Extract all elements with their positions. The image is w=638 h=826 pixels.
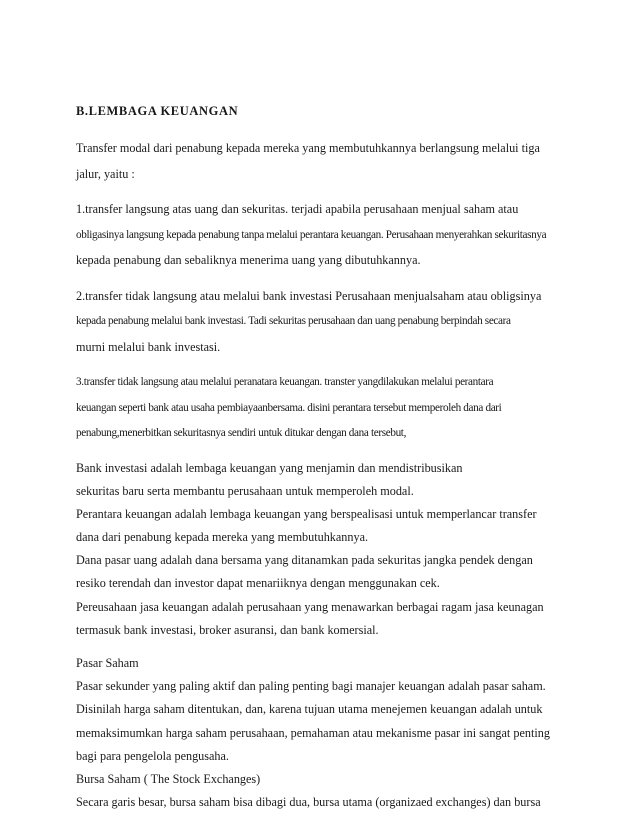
- text-line: penabung,menerbitkan sekuritasnya sendiri untuk ditukar dengan dana tersebut,: [76, 427, 407, 439]
- text-line: Pereusahaan jasa keuangan adalah perusahaan yang menawarkan berbagai ragam jasa keunagan: [76, 599, 544, 614]
- text-line: Secara garis besar, bursa saham bisa dibagi dua, bursa utama (organizaed exchanges) dan bursa: [76, 795, 541, 810]
- section-heading: B.LEMBAGA KEUANGAN: [76, 104, 239, 118]
- text-line: dana dari penabung kepada mereka yang membutuhkannya.: [76, 530, 369, 545]
- text-line: murni melalui bank investasi.: [76, 339, 221, 354]
- paragraph-intro: [76, 136, 571, 187]
- text-line: obligasinya langsung kepada penabung tanpa melalui perantara keuangan. Perusahaan menyerahkan sekuritasnya: [76, 228, 547, 241]
- text-line: jalur, yaitu :: [76, 166, 135, 181]
- text-line: keuangan seperti bank atau usaha pembiayaanbersama. disini perantara tersebut memperoleh dana dari: [76, 401, 502, 414]
- text-line: Disinilah harga saham ditentukan, dan, karena tujuan utama menejemen keuangan adalah untuk: [76, 702, 543, 717]
- document-body: [76, 103, 571, 824]
- text-line: 2.transfer tidak langsung atau melalui bank investasi Perusahaan menjualsaham atau obligsinya: [76, 288, 542, 303]
- subheading-line: Bursa Saham ( The Stock Exchanges): [76, 771, 261, 786]
- text-line: Pasar sekunder yang paling aktif dan paling penting bagi manajer keuangan adalah pasar saham.: [76, 679, 546, 694]
- text-line: kepada penabung dan sebaliknya menerima uang yang dibutuhkannya.: [76, 253, 421, 267]
- text-line: kepada penabung melalui bank investasi. Tadi sekuritas perusahaan dan uang penabung berpindah secara: [76, 315, 511, 327]
- text-line: resiko terendah dan investor dapat menariiknya dengan menggunakan cek.: [76, 576, 440, 591]
- paragraph-transfer-3: [76, 370, 571, 447]
- text-line: termasuk bank investasi, broker asuransi, dan bank komersial.: [76, 622, 379, 637]
- text-line: bagi para pengelola pengusaha.: [76, 748, 229, 763]
- paragraph-transfer-2: [76, 284, 571, 361]
- subheading-line: Pasar Saham: [76, 656, 139, 670]
- paragraph-pasar-saham: [76, 652, 571, 814]
- text-line: sekuritas baru serta membantu perusahaan untuk memperoleh modal.: [76, 483, 414, 498]
- text-line: Bank investasi adalah lembaga keuangan yang menjamin dan mendistribusikan: [76, 460, 463, 475]
- text-line: 1.transfer langsung atas uang dan sekuritas. terjadi apabila perusahaan menjual saham atau: [76, 202, 519, 216]
- text-line: Dana pasar uang adalah dana bersama yang ditanamkan pada sekuritas jangka pendek dengan: [76, 553, 533, 568]
- text-line: memaksimumkan harga saham perusahaan, pemahaman atau mekanisme pasar ini sangat penting: [76, 725, 550, 740]
- paragraph-transfer-1: [76, 197, 571, 274]
- text-line: Perantara keuangan adalah lembaga keuangan yang berspealisasi untuk memperlancar transfer: [76, 506, 537, 521]
- text-line: Transfer modal dari penabung kepada mereka yang membutuhkannya berlangsung melalui tiga: [76, 141, 540, 155]
- paragraph-definitions: [76, 457, 571, 643]
- text-line: 3.transfer tidak langsung atau melalui peranatara keuangan. transter yangdilakukan melalui perantara: [76, 376, 494, 388]
